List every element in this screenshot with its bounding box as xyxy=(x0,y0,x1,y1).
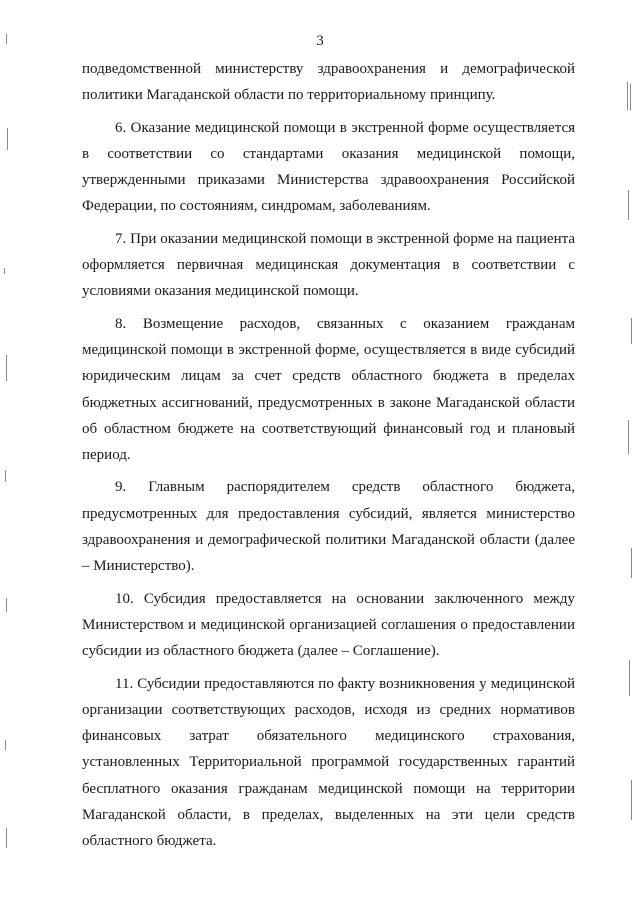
scan-mark xyxy=(6,34,7,44)
scan-mark xyxy=(5,470,6,482)
scan-mark xyxy=(7,128,8,150)
document-body xyxy=(82,56,575,855)
scan-mark xyxy=(628,420,629,454)
paragraph-9: 9. Главным распорядителем средств областного бюджета, предусмотренных для предоставления субсидий, является министерство здравоохранения и демографической политики Магаданской области (далее – Министерство). xyxy=(82,479,575,575)
scan-mark xyxy=(628,190,629,220)
paragraph-10: 10. Субсидия предоставляется на основании заключенного между Министерством и медицинской организацией соглашения о предоставлении субсидии из областного бюджета (далее – Соглашение). xyxy=(82,590,575,660)
scan-mark xyxy=(5,740,6,750)
paragraph-6: 6. Оказание медицинской помощи в экстренной форме осуществляется в соответствии со стандартами оказания медицинской помощи, утвержденными приказами Министерства здравоохранения Российской Федерации, по состояниям, синдромам, заболеваниям. xyxy=(82,119,575,215)
paragraph-7: 7. При оказании медицинской помощи в экстренной форме на пациента оформляется первичная медицинская документация в соответствии с условиями оказания медицинской помощи. xyxy=(82,230,575,300)
scan-mark xyxy=(631,548,632,578)
scan-mark xyxy=(6,598,7,612)
paragraph-8: 8. Возмещение расходов, связанных с оказанием гражданам медицинской помощи в экстренной форме, осуществляется в виде субсидий юридическим лицам за счет средств областного бюджета в пределах бюджетных ассигнований, предусмотренных в законе Магаданской области об областном бюджете на соответствующий финансовый год и плановый период. xyxy=(82,315,575,464)
scan-mark xyxy=(6,828,7,848)
scan-mark xyxy=(629,660,630,696)
scan-mark xyxy=(627,82,628,110)
scan-mark xyxy=(631,780,632,820)
scan-mark xyxy=(631,318,632,344)
scan-mark xyxy=(6,355,7,381)
paragraph-11: 11. Субсидии предоставляются по факту возникновения у медицинской организации соответствующих расходов, исходя из средних нормативов финансовых затрат обязательного медицинского страхования, установленных Территориальной программой государственных гарантий бесплатного оказания гражданам медицинской помощи на территории Магаданской области, в пределах, выделенных на эти цели средств областного бюджета. xyxy=(82,675,575,850)
page-number: 3 xyxy=(316,33,324,49)
scan-mark xyxy=(630,84,631,110)
scan-mark xyxy=(4,268,5,274)
paragraph-continuation: подведомственной министерству здравоохранения и демографической политики Магаданской области по территориальному принципу. xyxy=(82,61,575,104)
